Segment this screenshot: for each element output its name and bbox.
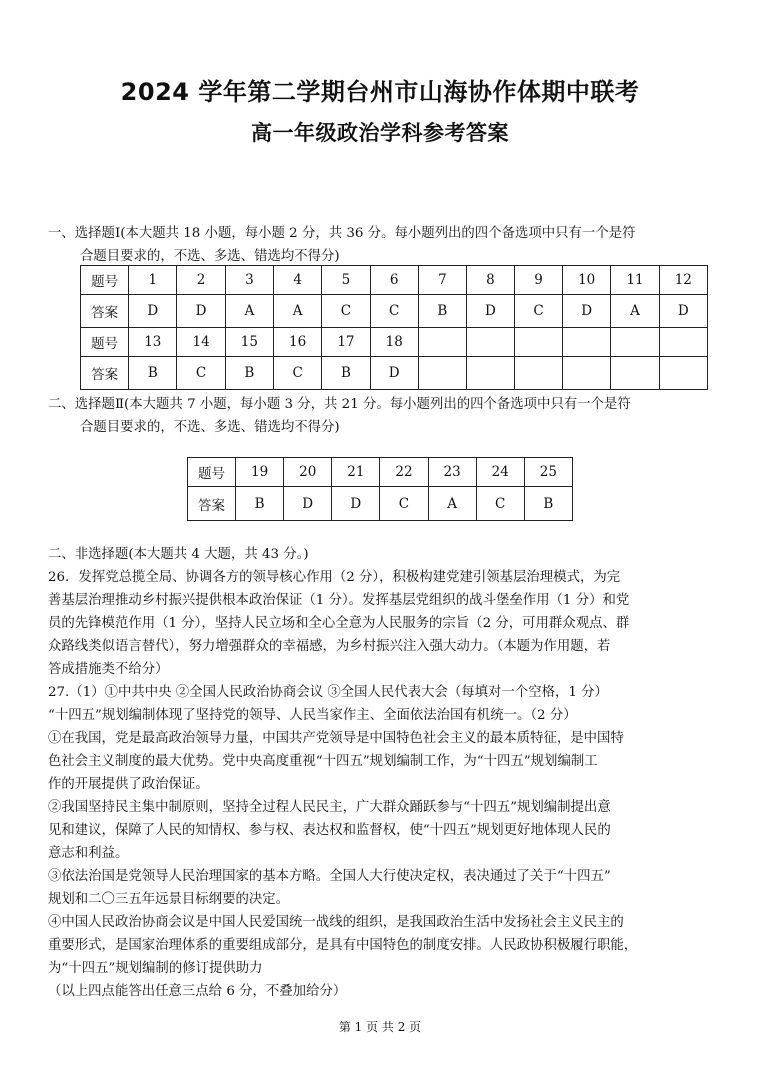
answer-cell: B bbox=[129, 357, 177, 390]
answer-cell: C bbox=[476, 487, 524, 521]
question-number-cell: 18 bbox=[370, 328, 418, 357]
question-number-cell: 9 bbox=[514, 266, 562, 295]
empty-cell bbox=[514, 328, 562, 357]
answer-cell: C bbox=[177, 357, 225, 390]
answer-cell: B bbox=[322, 357, 370, 390]
question-26-answer bbox=[48, 566, 714, 681]
q27-line: ①在我国，党是最高政治领导力量，中国共产党领导是中国特色社会主义的最本质特征，是中国特 bbox=[48, 731, 624, 746]
answer-table-1 bbox=[80, 265, 708, 390]
question-number-cell: 25 bbox=[524, 458, 572, 487]
answer-cell: D bbox=[466, 295, 514, 328]
question-number-cell: 2 bbox=[177, 266, 225, 295]
row-label: 题号 bbox=[188, 458, 236, 487]
q26-line: 众路线类似语言替代），努力增强群众的幸福感，为乡村振兴注入强大动力。（本题为作用题，若 bbox=[48, 639, 611, 654]
empty-cell bbox=[563, 328, 611, 357]
answer-cell: C bbox=[322, 295, 370, 328]
q27-line: 意志和利益。 bbox=[48, 846, 129, 861]
question-number-cell: 1 bbox=[129, 266, 177, 295]
question-number-cell: 12 bbox=[659, 266, 707, 295]
question-number-cell: 23 bbox=[428, 458, 476, 487]
answer-row-2 bbox=[81, 357, 708, 390]
question-number-cell: 11 bbox=[611, 266, 659, 295]
empty-cell bbox=[466, 357, 514, 390]
question-number-cell: 20 bbox=[284, 458, 332, 487]
question-number-cell: 14 bbox=[177, 328, 225, 357]
q27-line: 作的开展提供了政治保证。 bbox=[48, 777, 209, 792]
question-number-cell: 7 bbox=[418, 266, 466, 295]
q27-line: 27.（1）①中共中央 ②全国人民政治协商会议 ③全国人民代表大会（每填对一个空格，1 分） bbox=[48, 685, 608, 700]
q26-line: 26．发挥党总揽全局、协调各方的领导核心作用（2 分），积极构建党建引领基层治理模式，为完 bbox=[48, 570, 621, 585]
row-label: 题号 bbox=[81, 266, 129, 295]
q27-line: 见和建议，保障了人民的知情权、参与权、表达权和监督权，使“十四五”规划更好地体现人民的 bbox=[48, 823, 611, 838]
question-number-cell: 4 bbox=[274, 266, 322, 295]
question-number-cell: 24 bbox=[476, 458, 524, 487]
answer-cell: B bbox=[524, 487, 572, 521]
question-number-cell: 10 bbox=[563, 266, 611, 295]
empty-cell bbox=[611, 328, 659, 357]
q26-line: 善基层治理推动乡村振兴提供根本政治保证（1 分）。发挥基层党组织的战斗堡垒作用（1 分）和党 bbox=[48, 593, 630, 608]
answer-cell: D bbox=[284, 487, 332, 521]
question-number-cell: 13 bbox=[129, 328, 177, 357]
section2-heading-line1: 二、选择题Ⅱ(本大题共 7 小题，每小题 3 分，共 21 分。每小题列出的四个备选项中只有一个是符 bbox=[48, 397, 631, 412]
answer-cell: C bbox=[274, 357, 322, 390]
empty-cell bbox=[418, 357, 466, 390]
q27-line: （以上四点能答出任意三点给 6 分，不叠加给分） bbox=[48, 984, 347, 999]
answer-table-2 bbox=[187, 457, 573, 521]
q27-line: 为“十四五”规划编制的修订提供助力 bbox=[48, 961, 263, 976]
answer-cell: B bbox=[418, 295, 466, 328]
answer-cell: D bbox=[370, 357, 418, 390]
q26-line: 员的先锋模范作用（1 分），坚持人民立场和全心全意为人民服务的宗旨（2 分，可用群众观点、群 bbox=[48, 616, 630, 631]
question-number-cell: 19 bbox=[236, 458, 284, 487]
page-footer: 第 1 页 共 2 页 bbox=[338, 1020, 422, 1034]
q27-line: ③依法治国是党领导人民治理国家的基本方略。全国人大行使决定权，表决通过了关于“十四五” bbox=[48, 869, 611, 884]
question-number-cell: 8 bbox=[466, 266, 514, 295]
answer-cell: A bbox=[274, 295, 322, 328]
empty-cell bbox=[611, 357, 659, 390]
empty-cell bbox=[514, 357, 562, 390]
q27-line: 规划和二〇三五年远景目标纲要的决定。 bbox=[48, 892, 290, 907]
answer-cell: D bbox=[129, 295, 177, 328]
answer-cell: A bbox=[225, 295, 273, 328]
question-number-row-2 bbox=[81, 328, 708, 357]
section2-heading-line2: 合题目要求的，不选、多选、错选均不得分) bbox=[80, 420, 340, 435]
question-number-cell: 21 bbox=[332, 458, 380, 487]
question-number-row bbox=[188, 458, 573, 487]
question-number-cell: 17 bbox=[322, 328, 370, 357]
answer-cell: D bbox=[177, 295, 225, 328]
q27-line: 色社会主义制度的最大优势。党中央高度重视“十四五”规划编制工作，为“十四五”规划编制工 bbox=[48, 754, 598, 769]
section1-heading bbox=[48, 222, 714, 268]
answer-cell: D bbox=[563, 295, 611, 328]
answer-cell: A bbox=[611, 295, 659, 328]
question-number-cell: 16 bbox=[274, 328, 322, 357]
empty-cell bbox=[563, 357, 611, 390]
question-27-answer bbox=[48, 681, 714, 1003]
exam-subtitle: 高一年级政治学科参考答案 bbox=[251, 121, 509, 145]
answer-cell: C bbox=[370, 295, 418, 328]
answer-cell: A bbox=[428, 487, 476, 521]
row-label: 答案 bbox=[81, 295, 129, 328]
question-number-cell: 15 bbox=[225, 328, 273, 357]
answer-cell: B bbox=[225, 357, 273, 390]
question-number-row-1 bbox=[81, 266, 708, 295]
empty-cell bbox=[418, 328, 466, 357]
answer-row-1 bbox=[81, 295, 708, 328]
empty-cell bbox=[466, 328, 514, 357]
q27-line: ④中国人民政治协商会议是中国人民爱国统一战线的组织，是我国政治生活中发扬社会主义民主的 bbox=[48, 915, 624, 930]
answer-cell: D bbox=[659, 295, 707, 328]
question-number-cell: 22 bbox=[380, 458, 428, 487]
section2-heading bbox=[48, 393, 714, 439]
section3-heading: 二、非选择题(本大题共 4 大题，共 43 分。) bbox=[48, 547, 309, 562]
q27-line: “十四五”规划编制体现了坚持党的领导、人民当家作主、全面依法治国有机统一。（2 分） bbox=[48, 708, 577, 723]
section1-heading-line1: 一、选择题Ⅰ(本大题共 18 小题，每小题 2 分，共 36 分。每小题列出的四个备选项中只有一个是符 bbox=[48, 226, 636, 241]
row-label: 答案 bbox=[188, 487, 236, 521]
question-number-cell: 6 bbox=[370, 266, 418, 295]
section1-heading-line2: 合题目要求的，不选、多选、错选均不得分) bbox=[80, 249, 340, 264]
exam-title: 2024 学年第二学期台州市山海协作体期中联考 bbox=[120, 78, 640, 106]
answer-row bbox=[188, 487, 573, 521]
answer-cell: C bbox=[514, 295, 562, 328]
q26-line: 答成措施类不给分） bbox=[48, 662, 169, 677]
answer-cell: B bbox=[236, 487, 284, 521]
row-label: 答案 bbox=[81, 357, 129, 390]
answer-cell: C bbox=[380, 487, 428, 521]
question-number-cell: 5 bbox=[322, 266, 370, 295]
q27-line: 重要形式，是国家治理体系的重要组成部分，是具有中国特色的制度安排。人民政协积极履行职能， bbox=[48, 938, 638, 953]
row-label: 题号 bbox=[81, 328, 129, 357]
empty-cell bbox=[659, 357, 707, 390]
question-number-cell: 3 bbox=[225, 266, 273, 295]
q27-line: ②我国坚持民主集中制原则，坚持全过程人民民主，广大群众踊跃参与“十四五”规划编制提出意 bbox=[48, 800, 611, 815]
empty-cell bbox=[659, 328, 707, 357]
answer-cell: D bbox=[332, 487, 380, 521]
